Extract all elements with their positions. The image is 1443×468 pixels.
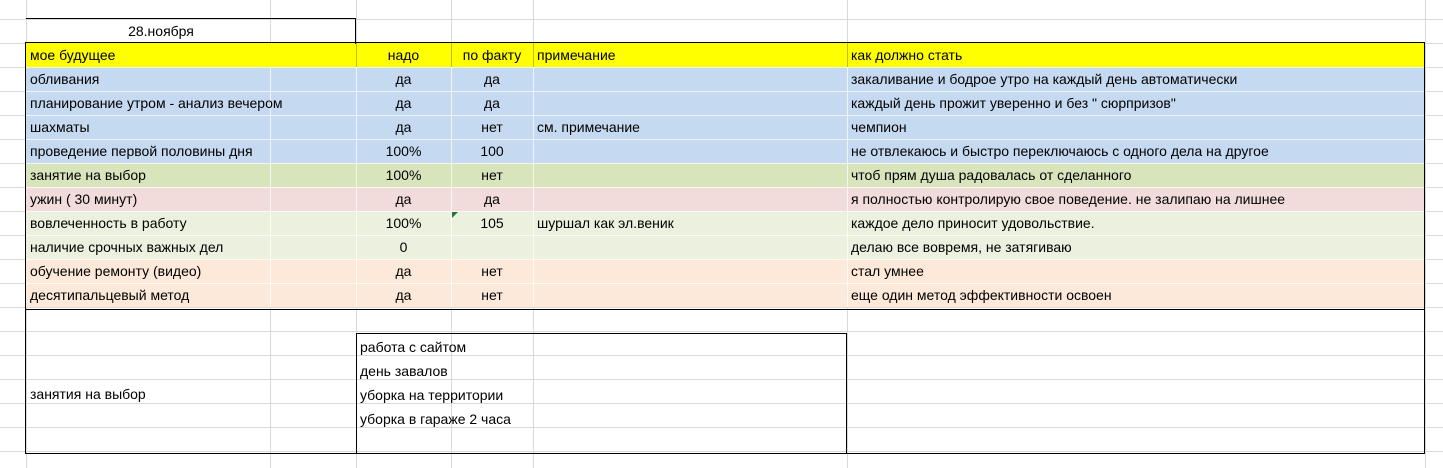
fact-cell[interactable] — [451, 235, 533, 259]
fact-cell[interactable]: нет — [481, 287, 503, 303]
need-cell[interactable]: да — [395, 263, 412, 279]
table-border-top — [25, 42, 1425, 43]
goal-cell[interactable]: каждый день прожит уверенно и без " сюрпризов" — [851, 95, 1176, 111]
choice-item[interactable]: уборка в гараже 2 часа — [360, 411, 511, 427]
lower-border-right — [1424, 309, 1425, 454]
need-cell[interactable]: да — [395, 95, 412, 111]
lower-border-bottom — [25, 453, 1425, 454]
note-cell[interactable] — [533, 67, 847, 91]
goal-cell[interactable]: чемпион — [851, 119, 907, 135]
goal-cell[interactable]: еще один метод эффективности освоен — [851, 287, 1112, 303]
task-cell[interactable]: вовлеченность в работу — [30, 215, 187, 231]
need-cell[interactable]: да — [395, 71, 412, 87]
need-cell[interactable]: да — [395, 287, 412, 303]
header-goal[interactable]: как должно стать — [851, 47, 963, 63]
table-border-right — [1424, 42, 1425, 310]
task-cell[interactable]: занятие на выбор — [30, 167, 146, 183]
goal-cell[interactable]: чтоб прям душа радовалась от сделанного — [851, 167, 1132, 183]
header-my-future[interactable]: мое будущее — [30, 47, 116, 63]
note-cell[interactable] — [533, 283, 847, 307]
fact-cell[interactable]: да — [484, 71, 500, 87]
need-cell[interactable]: 100% — [385, 215, 422, 231]
goal-cell[interactable]: каждое дело приносит удовольствие. — [851, 215, 1095, 231]
choice-border-top — [356, 333, 847, 334]
need-cell[interactable]: да — [395, 119, 412, 135]
choice-label[interactable]: занятия на выбор — [30, 386, 146, 402]
date-border-right — [355, 18, 356, 44]
lower-border-left — [25, 309, 26, 454]
task-cell[interactable]: ужин ( 30 минут) — [30, 191, 138, 207]
header-need[interactable]: надо — [387, 47, 420, 63]
choice-border-left — [356, 333, 357, 454]
goal-cell[interactable]: я полностью контролирую свое поведение. не залипаю на лишнее — [851, 191, 1286, 207]
header-divider — [533, 43, 534, 67]
fact-cell[interactable]: нет — [481, 119, 503, 135]
comment-indicator-icon[interactable] — [452, 212, 458, 218]
date-cell[interactable] — [26, 19, 356, 43]
choice-item[interactable]: работа с сайтом — [360, 339, 467, 355]
goal-cell[interactable]: стал умнее — [851, 263, 924, 279]
task-cell[interactable]: десятипальцевый метод — [30, 287, 190, 303]
fact-cell[interactable]: 100 — [480, 143, 504, 159]
fact-cell[interactable]: да — [484, 95, 500, 111]
note-cell[interactable]: см. примечание — [537, 119, 640, 135]
header-divider — [847, 43, 848, 67]
table-border-bottom — [25, 309, 1425, 310]
goal-cell[interactable]: не отвлекаюсь и быстро переключаюсь с одного дела на другое — [851, 143, 1269, 159]
horizontal-gridline — [0, 451, 1443, 452]
fact-cell[interactable]: 105 — [480, 215, 504, 231]
task-cell[interactable]: шахматы — [30, 119, 90, 135]
need-cell[interactable]: 100% — [385, 143, 422, 159]
horizontal-gridline — [0, 331, 1443, 332]
need-cell[interactable]: да — [395, 191, 412, 207]
header-note[interactable]: примечание — [537, 47, 616, 63]
vertical-gridline — [1425, 0, 1426, 468]
note-cell[interactable] — [533, 187, 847, 211]
goal-cell[interactable]: делаю все вовремя, не затягиваю — [851, 239, 1072, 255]
need-cell[interactable]: 0 — [399, 239, 408, 255]
date-border-top — [26, 18, 356, 19]
fact-cell[interactable]: нет — [481, 167, 503, 183]
fact-cell[interactable]: да — [484, 191, 500, 207]
table-border-left — [25, 42, 26, 310]
date-text: 28.ноября — [128, 23, 194, 39]
task-cell[interactable]: планирование утром - анализ вечером — [30, 95, 283, 111]
task-cell[interactable]: наличие срочных важных дел — [30, 239, 224, 255]
header-fact[interactable]: по факту — [462, 47, 522, 63]
note-cell[interactable] — [533, 91, 847, 115]
note-cell[interactable] — [533, 259, 847, 283]
need-cell[interactable]: 100% — [385, 167, 422, 183]
choice-item[interactable]: день завалов — [360, 363, 448, 379]
note-cell[interactable] — [533, 163, 847, 187]
task-cell[interactable]: обливания — [30, 71, 100, 87]
horizontal-gridline — [0, 307, 1443, 308]
choice-border-right — [846, 333, 847, 454]
note-cell[interactable] — [533, 235, 847, 259]
header-divider — [356, 43, 357, 67]
header-divider — [451, 43, 452, 67]
task-cell[interactable]: проведение первой половины дня — [30, 143, 253, 159]
task-cell[interactable]: обучение ремонту (видео) — [30, 263, 202, 279]
goal-cell[interactable]: закаливание и бодрое утро на каждый день автоматически — [851, 71, 1238, 87]
note-cell[interactable] — [533, 139, 847, 163]
note-cell[interactable]: шуршал как эл.веник — [537, 215, 674, 231]
choice-item[interactable]: уборка на территории — [360, 387, 504, 403]
fact-cell[interactable]: нет — [481, 263, 503, 279]
